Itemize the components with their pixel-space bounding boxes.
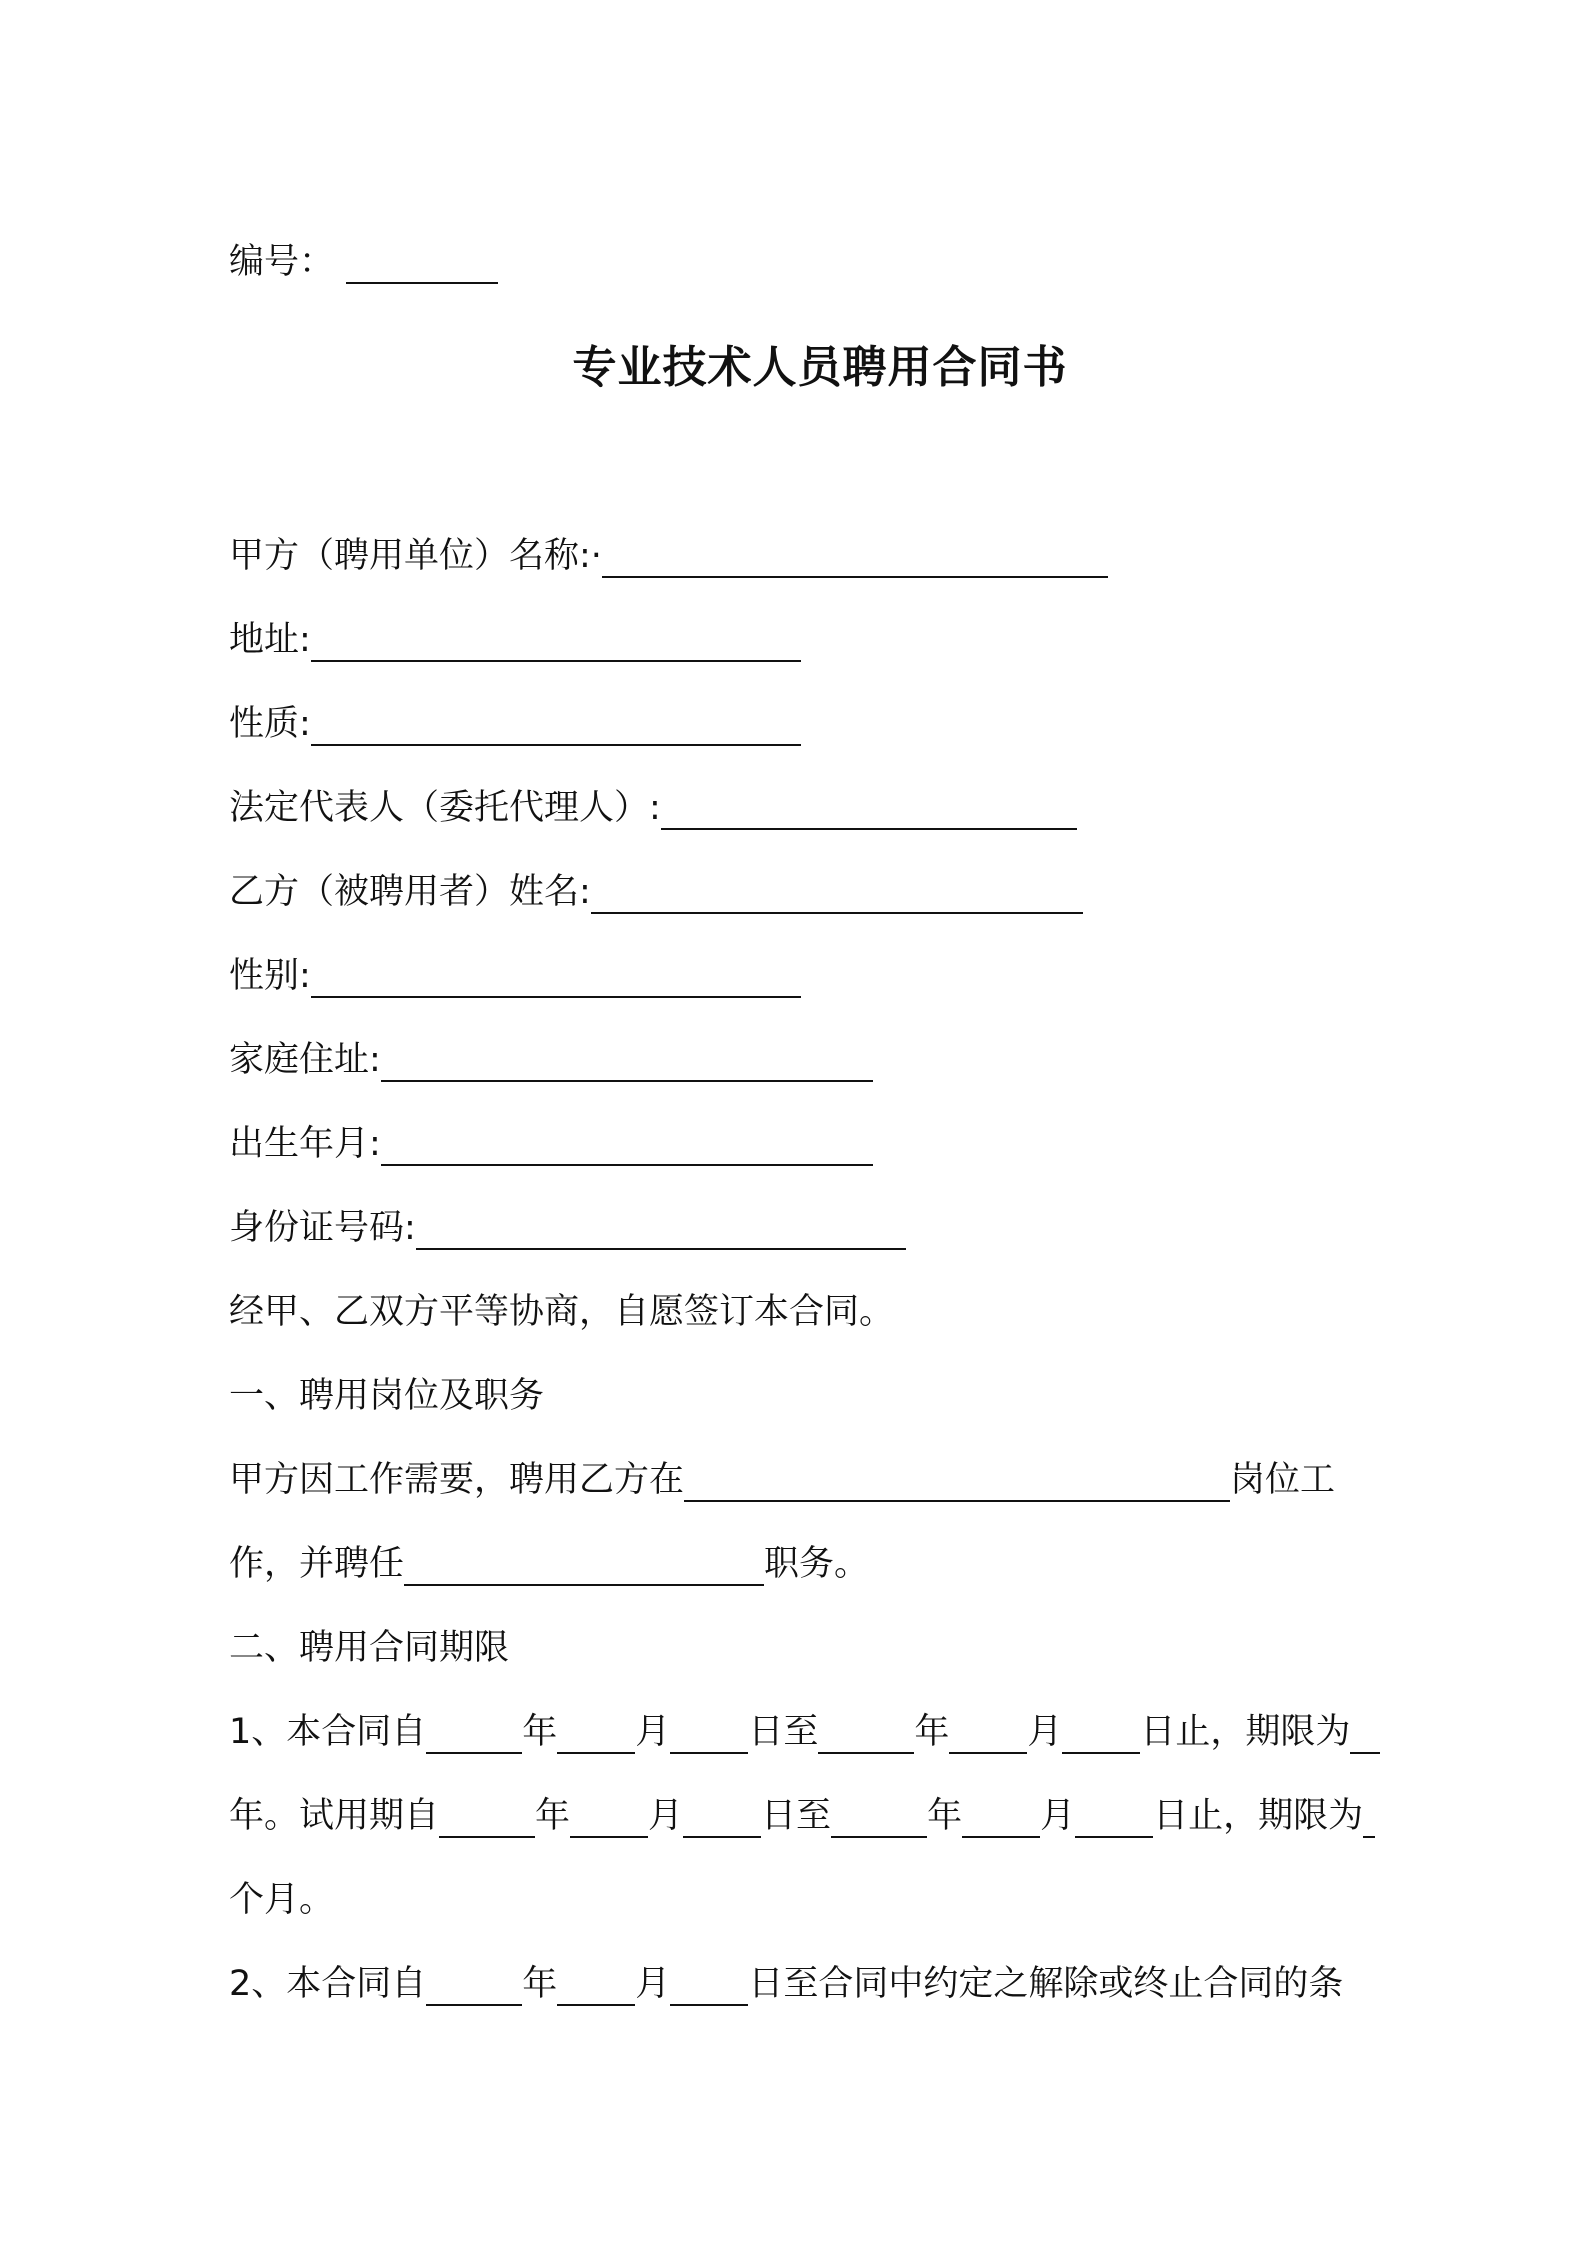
birth-field[interactable]	[381, 1126, 873, 1166]
legal-rep-row	[229, 786, 1077, 830]
day-to-text: 日至	[748, 1712, 819, 1752]
party-a-name-label: 甲方（聘用单位）名称:·	[229, 536, 602, 576]
duty-post-text: 职务。	[764, 1544, 870, 1584]
year-text: 年	[927, 1796, 963, 1836]
legal-rep-label: 法定代表人（委托代理人）:	[229, 788, 661, 828]
home-address-field[interactable]	[381, 1042, 873, 1082]
birth-row	[229, 1122, 873, 1166]
gender-row	[229, 954, 801, 998]
address-label: 地址:	[229, 620, 311, 660]
document-number-label: 编号：	[229, 242, 335, 282]
duty-field[interactable]	[404, 1546, 764, 1586]
position-field[interactable]	[684, 1462, 1230, 1502]
probation-term-field[interactable]	[1363, 1798, 1375, 1838]
party-a-name-row	[229, 534, 1108, 578]
id-number-row	[229, 1206, 906, 1250]
clause-2-rest-text: 日至合同中约定之解除或终止合同的条	[748, 1964, 1344, 2004]
month-text: 月	[635, 1964, 671, 2004]
duty-pre-text: 作，并聘任	[229, 1544, 405, 1584]
intro-row	[229, 1290, 894, 1334]
home-address-row	[229, 1038, 873, 1082]
party-b-name-label: 乙方（被聘用者）姓名:	[229, 872, 591, 912]
day-end-text: 日止，期限为	[1153, 1796, 1364, 1836]
probation-start-text: 年。试用期自	[229, 1796, 440, 1836]
section-1-line-1	[229, 1458, 1335, 1502]
probation-end-year-field[interactable]	[831, 1798, 927, 1838]
month-text: 月	[648, 1796, 684, 1836]
month-text: 月	[1040, 1796, 1076, 1836]
address-row	[229, 618, 801, 662]
nature-row	[229, 702, 801, 746]
nature-field[interactable]	[311, 706, 801, 746]
contract-start-month-field[interactable]	[557, 1714, 635, 1754]
id-number-field[interactable]	[416, 1210, 906, 1250]
party-b-name-field[interactable]	[591, 874, 1083, 914]
id-number-label: 身份证号码:	[229, 1208, 416, 1248]
section-1-heading-row	[229, 1374, 544, 1418]
gender-label: 性别:	[229, 956, 311, 996]
month-text: 月	[635, 1712, 671, 1752]
contract-term-years-field[interactable]	[1350, 1714, 1380, 1754]
month-text: 月	[1027, 1712, 1063, 1752]
contract-start-year-field[interactable]	[426, 1714, 522, 1754]
probation-months-text: 个月。	[229, 1880, 335, 1920]
gender-field[interactable]	[311, 958, 801, 998]
clause-2-line-1	[229, 1962, 1343, 2006]
party-a-name-field[interactable]	[602, 538, 1108, 578]
open-contract-day-field[interactable]	[670, 1966, 748, 2006]
clause-1-start-text: 1、本合同自	[229, 1712, 427, 1752]
year-text: 年	[522, 1712, 558, 1752]
open-contract-month-field[interactable]	[557, 1966, 635, 2006]
probation-start-day-field[interactable]	[683, 1798, 761, 1838]
day-end-text: 日止，期限为	[1140, 1712, 1351, 1752]
position-post-text: 岗位工	[1230, 1460, 1336, 1500]
day-to-text: 日至	[761, 1796, 832, 1836]
open-contract-year-field[interactable]	[426, 1966, 522, 2006]
address-field[interactable]	[311, 622, 801, 662]
section-2-heading-row	[229, 1626, 509, 1670]
document-title: 专业技术人员聘用合同书	[572, 342, 1068, 393]
probation-start-month-field[interactable]	[570, 1798, 648, 1838]
document-number-row	[229, 240, 498, 284]
clause-1-line-1	[229, 1710, 1380, 1754]
probation-end-month-field[interactable]	[962, 1798, 1040, 1838]
contract-end-day-field[interactable]	[1062, 1714, 1140, 1754]
clause-1-line-3	[229, 1878, 334, 1922]
year-text: 年	[522, 1964, 558, 2004]
section-1-line-2	[229, 1542, 869, 1586]
year-text: 年	[914, 1712, 950, 1752]
contract-end-month-field[interactable]	[949, 1714, 1027, 1754]
contract-start-day-field[interactable]	[670, 1714, 748, 1754]
contract-end-year-field[interactable]	[818, 1714, 914, 1754]
section-1-heading: 一、聘用岗位及职务	[229, 1376, 545, 1416]
document-number-field[interactable]	[346, 244, 498, 284]
probation-start-year-field[interactable]	[439, 1798, 535, 1838]
legal-rep-field[interactable]	[661, 790, 1077, 830]
clause-1-line-2	[229, 1794, 1375, 1838]
home-address-label: 家庭住址:	[229, 1040, 381, 1080]
birth-label: 出生年月:	[229, 1124, 381, 1164]
clause-2-start-text: 2、本合同自	[229, 1964, 427, 2004]
intro-text: 经甲、乙双方平等协商，自愿签订本合同。	[229, 1292, 895, 1332]
section-2-heading: 二、聘用合同期限	[229, 1628, 510, 1668]
position-pre-text: 甲方因工作需要，聘用乙方在	[229, 1460, 685, 1500]
party-b-name-row	[229, 870, 1083, 914]
nature-label: 性质:	[229, 704, 311, 744]
probation-end-day-field[interactable]	[1075, 1798, 1153, 1838]
year-text: 年	[535, 1796, 571, 1836]
